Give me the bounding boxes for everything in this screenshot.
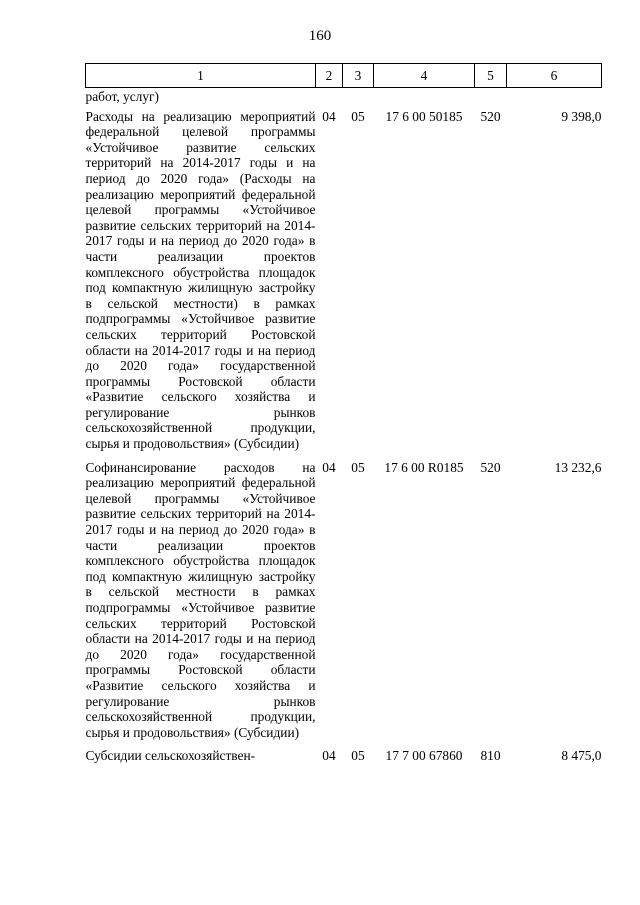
row-amount: 8 475,0 xyxy=(561,748,602,764)
row-section-code: 04 xyxy=(322,108,336,124)
row-description: Субсидии сельскохозяйствен- xyxy=(85,748,256,764)
row-target-article-code: 17 6 00 R0185 xyxy=(384,459,464,475)
page-number: 160 xyxy=(308,28,332,44)
header-col-1: 1 xyxy=(86,64,316,88)
row-description: Софинансирование расходов на реализацию мероприятий федеральной целевой программы «Устойчивое развитие сельских территорий на 2014-2017 годы и на период до 2020 года» в части реализации проектов комплексного обустройства площадок под компактную жилищную застройку в сельской местности в рамках подпрограммы «Устойчивое развитие сельских территорий Ростовской области на 2014-2017 годы и на период до 2020 года» государственной программы Ростовской области «Развитие сельского хозяйства и регулирование рынков сельскохозяйственной продукции, сырья и продовольствия» (Субсидии) xyxy=(85,459,316,740)
row-subsection-code: 05 xyxy=(351,108,365,124)
continuation-text: работ, услуг) xyxy=(85,89,159,104)
header-col-5: 5 xyxy=(475,64,507,88)
table-header-row xyxy=(86,64,602,88)
row-section-code: 04 xyxy=(322,748,336,764)
row-target-article-code: 17 7 00 67860 xyxy=(385,748,463,764)
row-expense-type-code: 520 xyxy=(480,459,501,475)
row-description: Расходы на реализацию мероприятий федеральной целевой программы «Устойчивое развитие сельских территорий на 2014-2017 годы и на период до 2020 года» (Расходы на реализацию мероприятий федеральной целевой программы «Устойчивое развитие сельских территорий на 2014-2017 годы и на период до 2020 года» в части реализации проектов комплексного обустройства площадок под компактную жилищную застройку в сельской местности) в рамках подпрограммы «Устойчивое развитие сельских территорий Ростовской области на 2014-2017 годы и на период до 2020 года» государственной программы Ростовской области «Развитие сельского хозяйства и регулирование рынков сельскохозяйственной продукции, сырья и продовольствия» (Субсидии) xyxy=(85,108,316,452)
row-section-code: 04 xyxy=(322,459,336,475)
budget-table xyxy=(85,63,602,772)
row-subsection-code: 05 xyxy=(351,459,365,475)
table-row xyxy=(86,460,602,749)
table-row xyxy=(86,748,602,772)
row-subsection-code: 05 xyxy=(351,748,365,764)
row-amount: 9 398,0 xyxy=(561,108,602,124)
row-target-article-code: 17 6 00 50185 xyxy=(385,108,463,124)
header-col-4: 4 xyxy=(374,64,475,88)
header-col-6: 6 xyxy=(507,64,602,88)
row-amount: 13 232,6 xyxy=(554,459,602,475)
table-row-continuation xyxy=(86,88,602,109)
row-expense-type-code: 520 xyxy=(480,108,501,124)
header-col-2: 2 xyxy=(316,64,343,88)
row-expense-type-code: 810 xyxy=(480,748,501,764)
header-col-3: 3 xyxy=(343,64,374,88)
table-row xyxy=(86,109,602,460)
